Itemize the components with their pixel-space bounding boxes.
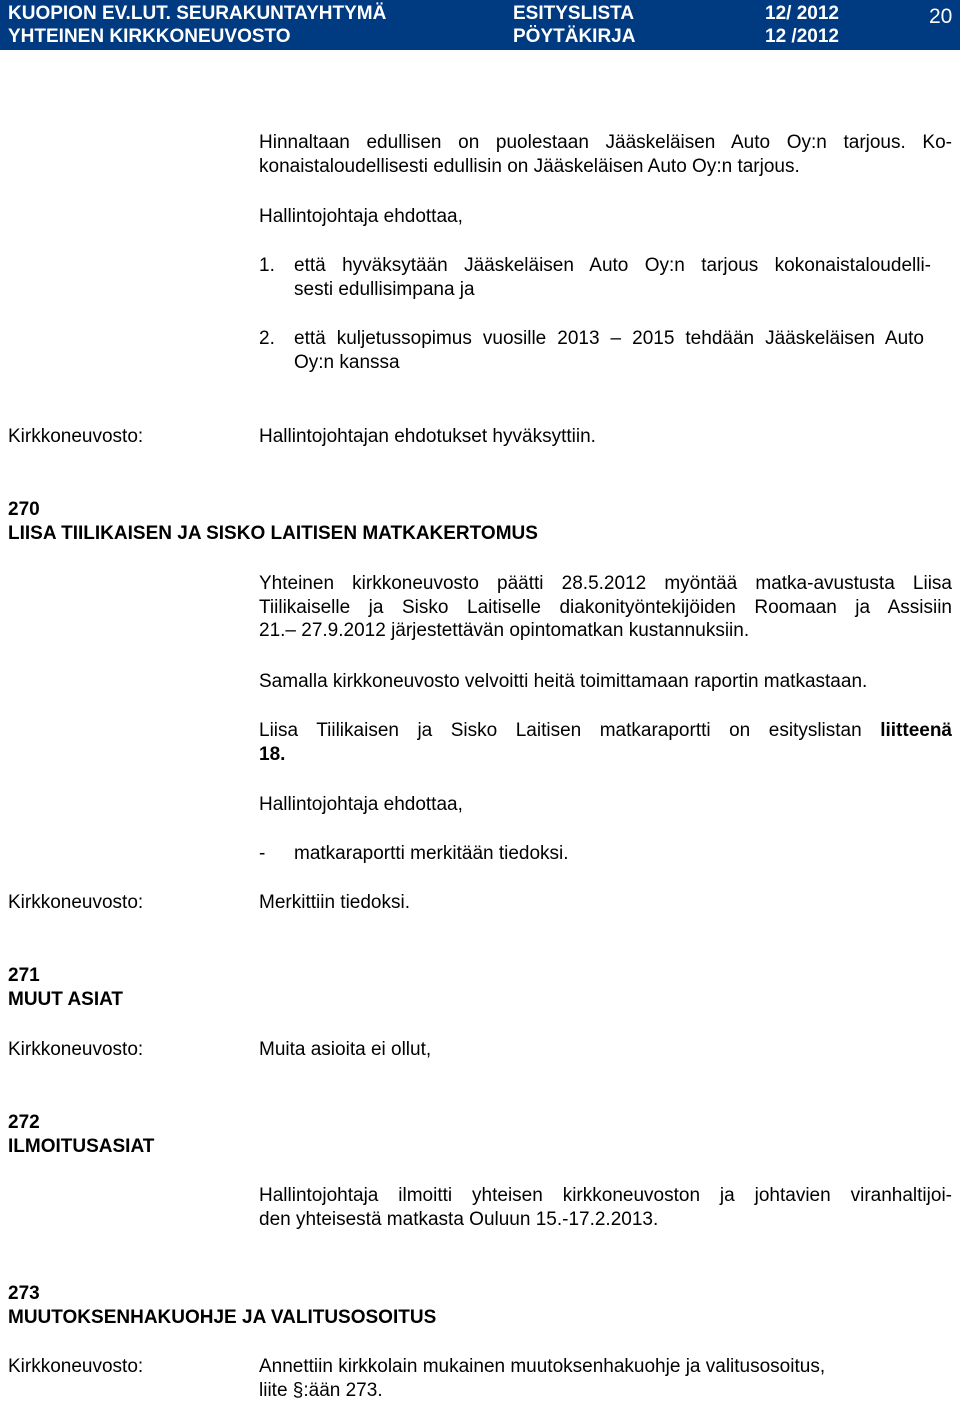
paragraph-line: 21.– 27.9.2012 järjestettävän opintomatkan kustannuksiin.	[259, 620, 750, 642]
paragraph-line: liite §:ään 273.	[259, 1379, 383, 1401]
bullet-text: matkaraportti merkitään tiedoksi.	[294, 843, 569, 864]
organization-name: KUOPION EV.LUT. SEURAKUNTAYHTYMÄ	[8, 3, 387, 24]
list-item-line: Oy:n kanssa	[294, 351, 400, 373]
paragraph-line: Hallintojohtaja ilmoitti yhteisen kirkkoneuvoston ja johtavien viranhaltijoi-	[259, 1185, 952, 1206]
list-item-number: 1.	[259, 255, 275, 276]
section-number: 272	[8, 1112, 40, 1133]
decision-text	[259, 1355, 919, 1402]
bullet-dash: -	[259, 843, 266, 864]
section-title: MUUTOKSENHAKUOHJE JA VALITUSOSOITUS	[8, 1307, 437, 1328]
decision-text: Hallintojohtajan ehdotukset hyväksyttiin.	[259, 426, 596, 447]
section-title: LIISA TIILIKAISEN JA SISKO LAITISEN MATKAKERTOMUS	[8, 523, 538, 544]
list-item-line: että kuljetussopimus vuosille 2013 – 2015 tehdään Jääskeläisen Auto	[294, 328, 924, 349]
paragraph-line: Tiilikaiselle ja Sisko Laitiselle diakonityöntekijöiden Roomaan ja Assisiin	[259, 596, 952, 618]
list-item-line: että hyväksytään Jääskeläisen Auto Oy:n tarjous kokonaistaloudelli-	[294, 255, 931, 276]
list-item-line: sesti edullisimpana ja	[294, 278, 475, 300]
intro-paragraph-line: konaistaloudellisesti edullisin on Jääskeläisen Auto Oy:n tarjous.	[259, 155, 800, 177]
section-number: 270	[8, 499, 40, 520]
intro-paragraph-line: Hinnaltaan edullisen on puolestaan Jääskeläisen Auto Oy:n tarjous. Ko-	[259, 132, 952, 153]
attachment-paragraph	[259, 719, 952, 766]
intro-paragraph	[259, 131, 952, 178]
decision-label: Kirkkoneuvosto:	[8, 892, 144, 913]
minutes-date: 12 /2012	[765, 26, 839, 47]
section-title: ILMOITUSASIAT	[8, 1136, 155, 1157]
paragraph-line	[259, 719, 952, 743]
document-header	[0, 0, 960, 50]
document-type-agenda: ESITYSLISTA	[513, 3, 635, 24]
organization-unit: YHTEINEN KIRKKONEUVOSTO	[8, 26, 291, 47]
decision-label: Kirkkoneuvosto:	[8, 1039, 144, 1060]
section-paragraph	[259, 572, 952, 643]
list-item	[294, 254, 931, 301]
attachment-number: 18.	[259, 743, 286, 765]
decision-label: Kirkkoneuvosto:	[8, 1356, 144, 1377]
list-item	[294, 327, 924, 374]
agenda-date: 12/ 2012	[765, 3, 839, 24]
paragraph-line: Yhteinen kirkkoneuvosto päätti 28.5.2012 myöntää matka-avustusta Liisa	[259, 573, 952, 594]
section-number: 273	[8, 1283, 40, 1304]
document-type-minutes: PÖYTÄKIRJA	[513, 26, 636, 47]
paragraph-line: Annettiin kirkkolain mukainen muutoksenhakuohje ja valitusosoitus,	[259, 1356, 826, 1377]
paragraph-text: Liisa Tiilikaisen ja Sisko Laitisen matkaraportti on esityslistan	[259, 720, 862, 741]
section-paragraph	[259, 1184, 952, 1231]
list-item-number: 2.	[259, 328, 275, 349]
decision-label: Kirkkoneuvosto:	[8, 426, 144, 447]
paragraph-line: den yhteisestä matkasta Ouluun 15.-17.2.2013.	[259, 1208, 659, 1230]
decision-text: Merkittiin tiedoksi.	[259, 892, 410, 913]
page-number: 20	[929, 5, 953, 28]
decision-text: Muita asioita ei ollut,	[259, 1039, 432, 1060]
section-number: 271	[8, 965, 40, 986]
section-paragraph: Samalla kirkkoneuvosto velvoitti heitä toimittamaan raportin matkastaan.	[259, 671, 868, 692]
proposal-heading: Hallintojohtaja ehdottaa,	[259, 794, 463, 815]
proposal-heading: Hallintojohtaja ehdottaa,	[259, 206, 463, 227]
attachment-reference: liitteenä	[880, 720, 953, 741]
section-title: MUUT ASIAT	[8, 989, 124, 1010]
